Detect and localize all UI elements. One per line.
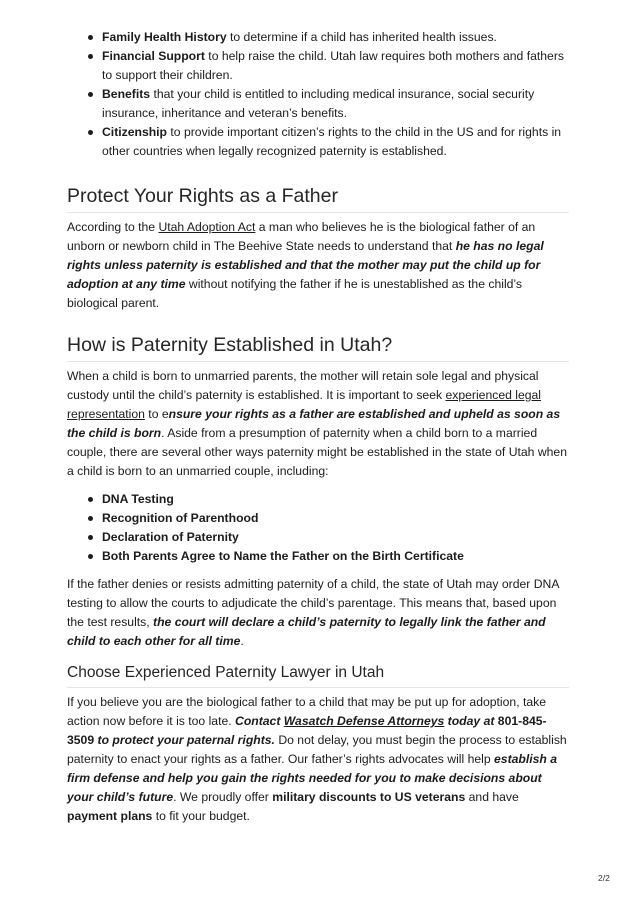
phone-number: 801-845-3509: [67, 714, 547, 747]
list-item: Both Parents Agree to Name the Father on the Birth Certificate: [67, 547, 569, 566]
list-item: Recognition of Parenthood: [67, 509, 569, 528]
list-item: DNA Testing: [67, 490, 569, 509]
utah-adoption-act-link[interactable]: Utah Adoption Act: [158, 220, 256, 234]
paternity-methods-list: [67, 490, 569, 566]
list-item: Family Health History to determine if a child has inherited health issues.: [67, 28, 569, 47]
list-item: Citizenship to provide important citizen’s rights to the child in the US and for rights in other countries when legally recognized paternity is established.: [67, 123, 569, 161]
page-number: 2/2: [598, 873, 610, 883]
paragraph-choose-lawyer: If you believe you are the biological father to a child that may be put up for adoption, take action now before it is too late. Contact Wasatch Defense Attorneys today at 801-845-3509 to protect your paternal rights. Do not delay, you must begin the process to establish paternity to enact your rights as a father. Our father’s rights advocates will help establish a firm defense and help you gain the rights needed for you to make decisions about your child’s future. We proudly offer military discounts to US veterans and have payment plans to fit your budget.: [67, 695, 567, 823]
experienced-legal-representation-link[interactable]: experienced legal representation: [67, 388, 542, 421]
section-heading-protect-rights: Protect Your Rights as a Father: [67, 184, 569, 213]
list-item: Benefits that your child is entitled to including medical insurance, social security insurance, inheritance and veteran’s benefits.: [67, 85, 569, 123]
intro-bullet-list: [67, 28, 569, 161]
paragraph-dna-testing: If the father denies or resists admitting paternity of a child, the state of Utah may order DNA testing to allow the courts to adjudicate the child’s parentage. This means that, based upon the test results, the court will declare a child’s paternity to legally link the father and child to each other for all time.: [67, 577, 559, 648]
paragraph-paternity-intro: When a child is born to unmarried parents, the mother will retain sole legal and physical custody until the child’s paternity is established. It is important to seek experienced legal representation to ensure your rights as a father are established and upheld as soon as the child is born. Aside from a presumption of paternity when a child born to a married couple, there are several other ways paternity might be established in the state of Utah when a child is born to an unmarried couple, including:: [67, 369, 567, 478]
section-heading-choose-lawyer: Choose Experienced Paternity Lawyer in Utah: [67, 663, 569, 688]
wasatch-defense-attorneys-link[interactable]: Wasatch Defense Attorneys: [283, 714, 445, 728]
document-page: [67, 28, 569, 826]
section-heading-paternity-established: How is Paternity Established in Utah?: [67, 333, 569, 362]
list-item: Financial Support to help raise the child. Utah law requires both mothers and fathers to support their children.: [67, 47, 569, 85]
paragraph-protect-rights: According to the Utah Adoption Act a man who believes he is the biological father of an unborn or newborn child in The Beehive State needs to understand that he has no legal rights unless paternity is established and that the mother may put the child up for adoption at any time without notifying the father if he is unestablished as the child’s biological parent.: [67, 220, 544, 310]
list-item: Declaration of Paternity: [67, 528, 569, 547]
